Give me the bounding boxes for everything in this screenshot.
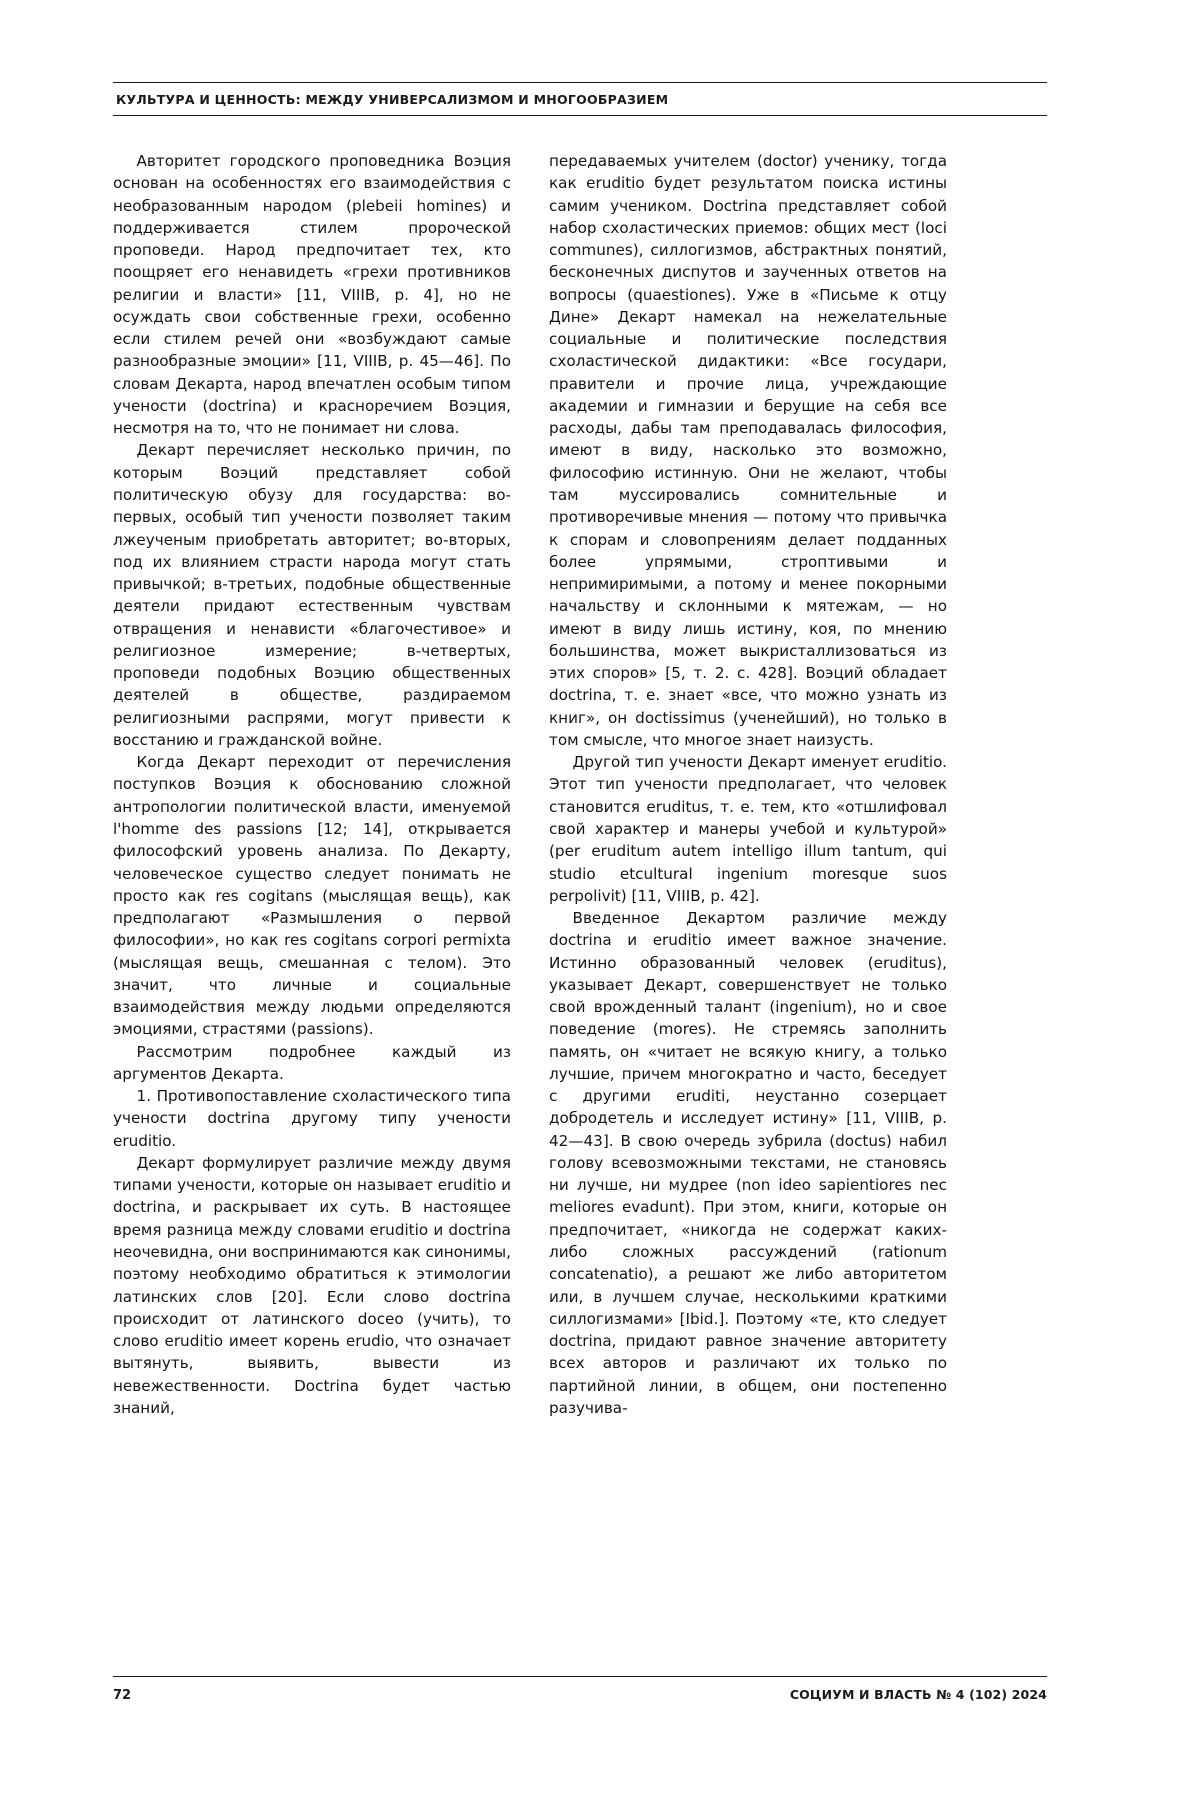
header-rule-bottom [113,115,1047,116]
column-left [113,150,511,1419]
paragraph: Авторитет городского проповедника Воэция основан на особенностях его взаимодействия с необразованным народом (plebeii homines) и поддерживается стилем пророческой проповеди. Народ предпочитает тех, кто поощряет его ненавидеть «грехи противников религии и власти» [11, VIIIB, p. 4], но не осуждать свои собственные грехи, особенно если стилем речей они «возбуждают самые разнообразные эмоции» [11, VIIIB, p. 45—46]. По словам Декарта, народ впечатлен особым типом учености (doctrina) и красноречием Воэция, несмотря на то, что не понимает ни слова. [113,152,511,438]
paragraph: Декарт формулирует различие между двумя типами учености, которые он называет eruditio и doctrina, и раскрывает их суть. В настоящее время разница между словами eruditio и doctrina неочевидна, они воспринимаются как синонимы, поэтому необходимо обратиться к этимологии латинских слов [20]. Если слово doctrina происходит от латинского doceo (учить), то слово eruditio имеет корень erudio, что означает вытянуть, выявить, вывести из невежественности. Doctrina будет частью знаний, [113,1153,511,1417]
journal-name: СОЦИУМ И ВЛАСТЬ № 4 (102) 2024 [789,1687,1047,1702]
paragraph: передаваемых учителем (doctor) ученику, тогда как eruditio будет результатом поиска истины самим учеником. Doctrina представляет собой набор схоластических приемов: общих мест (loci communes), силлогизмов, абстрактных понятий, бесконечных диспутов и заученных ответов на вопросы (quaestiones). Уже в «Письме к отцу Дине» Декарт намекал на нежелательные социальные и политические последствия схоластической дидактики: «Все государи, правители и прочие лица, учреждающие академии и гимназии и берущие на себя все расходы, дабы там преподавалась философия, имеют в виду, насколько это возможно, философию истинную. Они не желают, чтобы там муссировались сомнительные и противоречивые мнения — потому что привычка к спорам и словопрениям делает подданных более упрямыми, строптивыми и непримиримыми, а потому и менее покорными начальству и склонными к мятежам, — но имеют в виду лишь истину, коя, по мнению большинства, может выкристаллизоваться из этих споров» [5, т. 2. с. 428]. Воэций обладает doctrina, т. е. знает «все, что можно узнать из книг», он doctissimus (ученейший), но только в том смысле, что многое знает наизусть. [549,152,947,749]
footer-row [113,1677,1047,1703]
paragraph: Рассмотрим подробнее каждый из аргументов Декарта. [113,1042,511,1083]
page-number: 72 [113,1688,132,1703]
article-body [113,150,1047,1419]
paragraph: Другой тип учености Декарт именует eruditio. Этот тип учености предполагает, что человек становится eruditus, т. е. тем, кто «отшлифовал свой характер и манеры учебой и культурой» (per eruditum autem intelligo illum tantum, qui studio etcultural ingenium moresque suos perpolivit) [11, VIIIB, p. 42]. [549,753,947,905]
paragraph: Введенное Декартом различие между doctrina и eruditio имеет важное значение. Истинно образованный человек (eruditus), указывает Декарт, совершенствует не только свой врожденный талант (ingenium), но и свое поведение (mores). Не стремясь заполнить память, он «читает не всякую книгу, а только лучшие, причем многократно и часто, беседует с другими eruditi, неустанно созерцает добродетель и исследует истину» [11, VIIIB, p. 42—43]. В свою очередь зубрила (doctus) набил голову всевозможными текстами, не становясь ни лучше, ни мудрее (non ideo sapientiores nec meliores evadunt). При этом, книги, которые он предпочитает, «никогда не содержат каких-либо сложных рассуждений (rationum concatenatio), а решают же либо авторитетом или, в лучшем случае, несколькими краткими силлогизмами» [Ibid.]. Поэтому «те, кто следует doctrina, придают равное значение авторитету всех авторов и различают их только по партийной линии, в общем, они постепенно разучива- [549,909,947,1417]
column-right [549,150,947,1419]
page-header [113,82,1047,116]
paragraph: Декарт перечисляет несколько причин, по которым Воэций представляет собой политическую обузу для государства: во-первых, особый тип учености позволяет таким лжеученым приобретать авторитет; во-вторых, под их влиянием страсти народа могут стать привычкой; в-третьих, подобные общественные деятели придают естественным чувствам отвращения и ненависти «благочестивое» и религиозное измерение; в-четвертых, проповеди подобных Воэцию общественных деятелей в обществе, раздираемом религиозными распрями, могут привести к восстанию и гражданской войне. [113,441,511,749]
running-title: КУЛЬТУРА И ЦЕННОСТЬ: МЕЖДУ УНИВЕРСАЛИЗМОМ И МНОГООБРАЗИЕМ [116,92,669,107]
page-footer [113,1676,1047,1703]
paragraph: Когда Декарт переходит от перечисления поступков Воэция к обоснованию сложной антропологии политической власти, именуемой l'homme des passions [12; 14], открывается философский уровень анализа. По Декарту, человеческое существо следует понимать не просто как res cogitans (мыслящая вещь), как предполагают «Размышления о первой философии», но как res cogitans corpori permixta (мыслящая вещь, смешанная с телом). Это значит, что личные и социальные взаимодействия между людьми определяются эмоциями, страстями (passions). [113,753,511,1039]
paragraph: 1. Противопоставление схоластического типа учености doctrina другому типу учености eruditio. [113,1087,511,1150]
